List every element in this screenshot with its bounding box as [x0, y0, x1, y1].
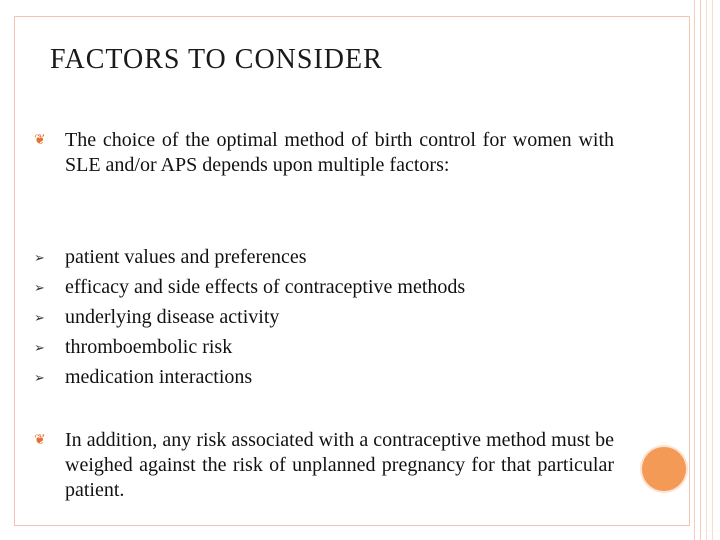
closing-paragraph: [34, 428, 614, 503]
decorative-rail: [700, 0, 701, 540]
orange-circle-icon: [642, 447, 686, 491]
arrow-bullet-icon: ➢: [34, 309, 45, 325]
intro-text: The choice of the optimal method of birth control for women with SLE and/or APS depends upon multiple factors:: [65, 129, 614, 176]
slide-title: FACTORS TO CONSIDER: [50, 44, 383, 75]
list-item: [34, 332, 614, 362]
factor-label: efficacy and side effects of contraceptive methods: [65, 275, 466, 298]
factors-list: [34, 242, 614, 392]
list-item: [34, 362, 614, 392]
list-item: [34, 272, 614, 302]
decorative-rail: [712, 0, 713, 540]
fancy-bullet-icon: ❦: [34, 433, 46, 448]
intro-paragraph: [34, 128, 614, 178]
factor-label: thromboembolic risk: [65, 335, 233, 358]
list-item: [34, 302, 614, 332]
decorative-rail: [706, 0, 707, 540]
arrow-bullet-icon: ➢: [34, 369, 45, 385]
factor-label: patient values and preferences: [65, 245, 307, 268]
factor-label: underlying disease activity: [65, 305, 280, 328]
closing-text: In addition, any risk associated with a contraceptive method must be weighed against the risk of unplanned pregnancy for that particular patient.: [65, 429, 614, 501]
factor-label: medication interactions: [65, 365, 253, 388]
list-item: [34, 242, 614, 272]
decorative-rail: [694, 0, 695, 540]
fancy-bullet-icon: ❦: [34, 133, 46, 148]
arrow-bullet-icon: ➢: [34, 279, 45, 295]
arrow-bullet-icon: ➢: [34, 249, 45, 265]
arrow-bullet-icon: ➢: [34, 339, 45, 355]
